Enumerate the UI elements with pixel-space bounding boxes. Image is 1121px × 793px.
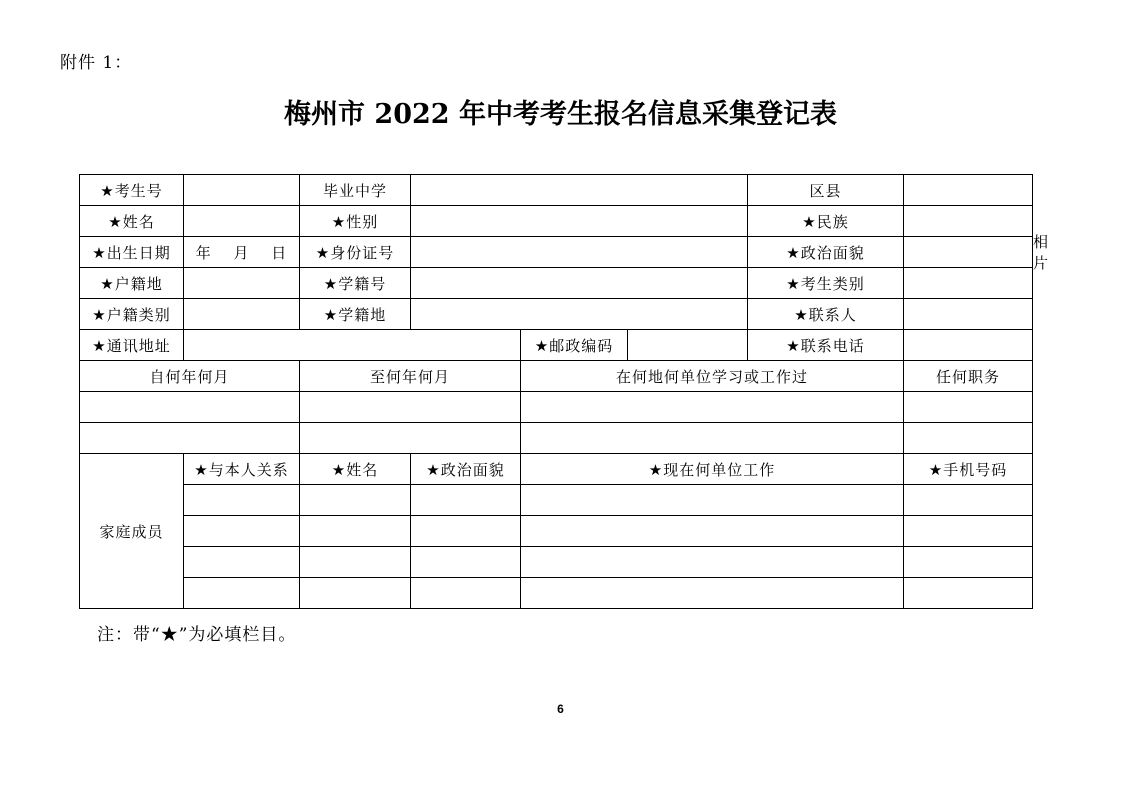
resume-place-field[interactable] — [521, 392, 904, 423]
hukou-label: ★户籍地 — [80, 268, 184, 299]
family-politics-field[interactable] — [411, 578, 521, 609]
student-no-field[interactable] — [411, 268, 748, 299]
family-name-field[interactable] — [300, 485, 411, 516]
contact-field[interactable] — [904, 299, 1033, 330]
resume-header-place: 在何地何单位学习或工作过 — [521, 361, 904, 392]
family-header-politics: ★政治面貌 — [411, 454, 521, 485]
family-mobile-field[interactable] — [904, 516, 1033, 547]
family-workplace-field[interactable] — [521, 516, 904, 547]
required-fields-note: 注：带“★”为必填栏目。 — [97, 625, 297, 645]
family-row — [80, 547, 1033, 578]
family-name-field[interactable] — [300, 516, 411, 547]
family-relation-field[interactable] — [184, 578, 300, 609]
resume-place-field[interactable] — [521, 423, 904, 454]
resume-row — [80, 392, 1033, 423]
family-politics-field[interactable] — [411, 547, 521, 578]
family-header-mobile: ★手机号码 — [904, 454, 1033, 485]
family-workplace-field[interactable] — [521, 547, 904, 578]
birth-label: ★出生日期 — [80, 237, 184, 268]
exam-no-field[interactable] — [184, 175, 300, 206]
resume-row — [80, 423, 1033, 454]
hukou-field[interactable] — [184, 268, 300, 299]
student-no-label: ★学籍号 — [300, 268, 411, 299]
resume-to-field[interactable] — [300, 392, 521, 423]
family-politics-field[interactable] — [411, 516, 521, 547]
family-mobile-field[interactable] — [904, 578, 1033, 609]
resume-header-to: 至何年何月 — [300, 361, 521, 392]
school-label: 毕业中学 — [300, 175, 411, 206]
politics-field[interactable] — [904, 237, 1033, 268]
resume-position-field[interactable] — [904, 423, 1033, 454]
family-header-relation: ★与本人关系 — [184, 454, 300, 485]
hukou-type-field[interactable] — [184, 299, 300, 330]
resume-to-field[interactable] — [300, 423, 521, 454]
family-mobile-field[interactable] — [904, 547, 1033, 578]
candidate-type-field[interactable] — [904, 268, 1033, 299]
family-header-workplace: ★现在何单位工作 — [521, 454, 904, 485]
family-workplace-field[interactable] — [521, 578, 904, 609]
family-relation-field[interactable] — [184, 547, 300, 578]
address-label: ★通讯地址 — [80, 330, 184, 361]
candidate-type-label: ★考生类别 — [748, 268, 904, 299]
phone-field[interactable] — [904, 330, 1033, 361]
family-header-name: ★姓名 — [300, 454, 411, 485]
resume-header-position: 任何职务 — [904, 361, 1033, 392]
family-row — [80, 578, 1033, 609]
phone-label: ★联系电话 — [748, 330, 904, 361]
gender-label: ★性别 — [300, 206, 411, 237]
postcode-field[interactable] — [628, 330, 748, 361]
id-no-label: ★身份证号 — [300, 237, 411, 268]
resume-from-field[interactable] — [80, 423, 300, 454]
page-number: 6 — [557, 702, 564, 716]
name-label: ★姓名 — [80, 206, 184, 237]
politics-label: ★政治面貌 — [748, 237, 904, 268]
student-place-field[interactable] — [411, 299, 748, 330]
contact-label: ★联系人 — [748, 299, 904, 330]
family-row — [80, 485, 1033, 516]
postcode-label: ★邮政编码 — [521, 330, 628, 361]
district-label: 区县 — [748, 175, 904, 206]
family-row — [80, 516, 1033, 547]
school-field[interactable] — [411, 175, 748, 206]
family-workplace-field[interactable] — [521, 485, 904, 516]
family-politics-field[interactable] — [411, 485, 521, 516]
district-field[interactable] — [904, 175, 1033, 206]
id-no-field[interactable] — [411, 237, 748, 268]
birth-field[interactable]: 年 月 日 — [184, 237, 300, 268]
family-relation-field[interactable] — [184, 516, 300, 547]
registration-form-table: ★考生号 毕业中学 区县 相片 ★姓名 ★性别 ★民族 ★出生日期 年 月 日 ★身份证号 ★政治面貌 ★户籍地 ★学籍号 ★考生类别 ★户籍类别 ★学籍地 ★联系人 ★通讯地址 ★邮政编码 ★联系电话 自何年何月 至何年何月 在何地何单位学习或工作过 任何职务 家庭成员 ★与本人关系 ★姓名 ★政治面貌 ★现在何单位工作 ★手机号码 — [79, 174, 1033, 609]
exam-no-label: ★考生号 — [80, 175, 184, 206]
student-place-label: ★学籍地 — [300, 299, 411, 330]
family-mobile-field[interactable] — [904, 485, 1033, 516]
gender-field[interactable] — [411, 206, 748, 237]
ethnicity-label: ★民族 — [748, 206, 904, 237]
family-name-field[interactable] — [300, 578, 411, 609]
family-relation-field[interactable] — [184, 485, 300, 516]
address-field[interactable] — [184, 330, 521, 361]
resume-position-field[interactable] — [904, 392, 1033, 423]
attachment-label: 附件 1： — [60, 53, 133, 73]
family-members-label: 家庭成员 — [80, 454, 184, 609]
form-title: 梅州市 2022 年中考考生报名信息采集登记表 — [284, 99, 837, 130]
ethnicity-field[interactable] — [904, 206, 1033, 237]
resume-header-from: 自何年何月 — [80, 361, 300, 392]
resume-from-field[interactable] — [80, 392, 300, 423]
name-field[interactable] — [184, 206, 300, 237]
hukou-type-label: ★户籍类别 — [80, 299, 184, 330]
family-name-field[interactable] — [300, 547, 411, 578]
